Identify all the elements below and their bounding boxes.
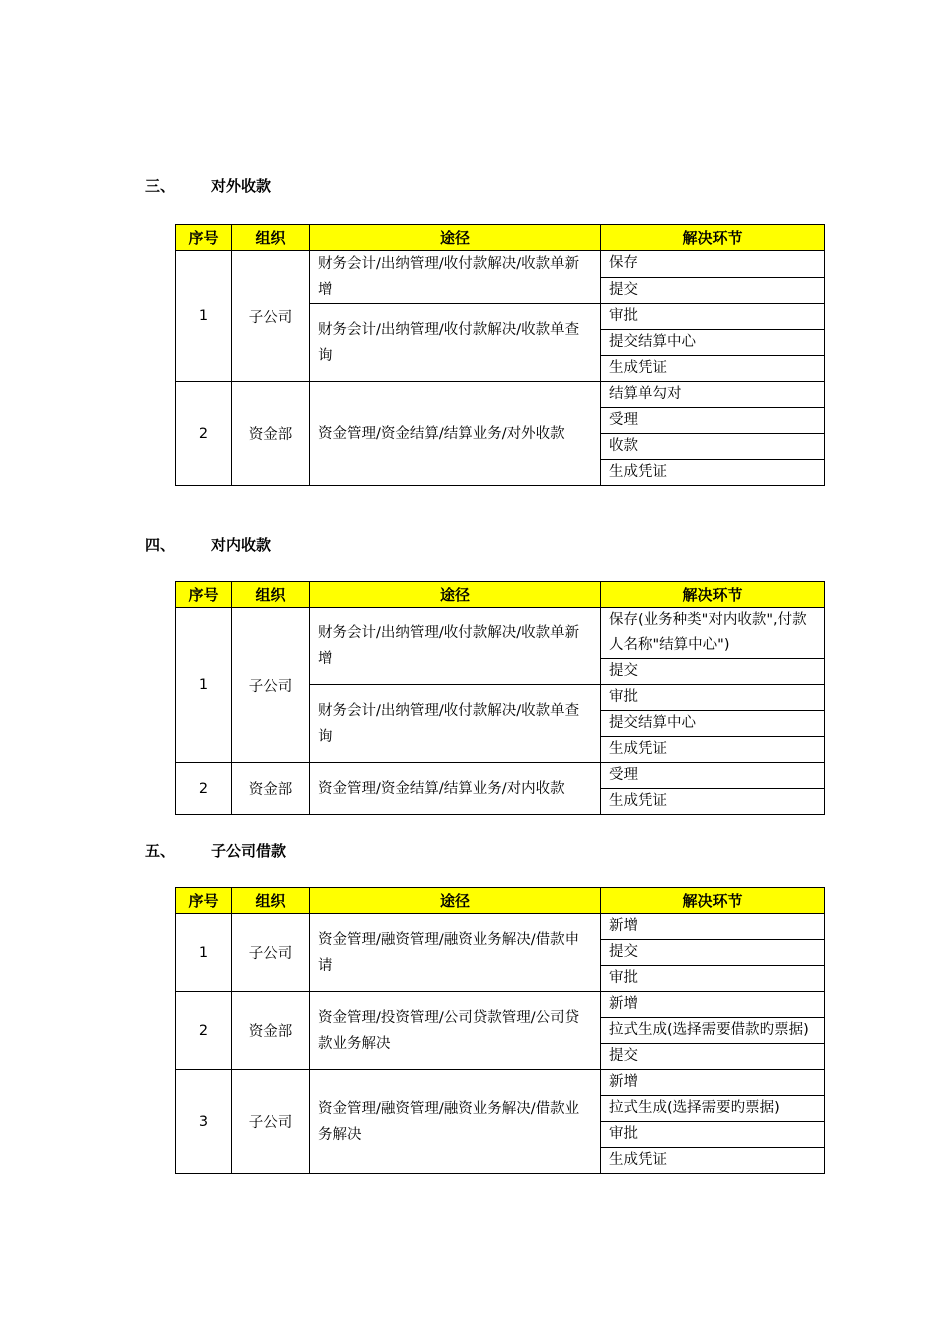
seq-cell: 2 [176, 763, 232, 815]
table-row [176, 608, 825, 659]
header-org: 组织 [232, 582, 310, 608]
seq-cell: 1 [176, 608, 232, 763]
step-cell: 生成凭证 [601, 356, 825, 382]
header-seq: 序号 [176, 582, 232, 608]
step-cell: 提交 [601, 659, 825, 685]
step-cell: 提交结算中心 [601, 330, 825, 356]
header-org: 组织 [232, 888, 310, 914]
table-header-row [176, 888, 825, 914]
step-cell: 生成凭证 [601, 460, 825, 486]
step-cell: 结算单勾对 [601, 382, 825, 408]
table-row [176, 1070, 825, 1096]
step-cell: 保存(业务种类"对内收款",付款人名称"结算中心") [601, 608, 825, 659]
org-cell: 资金部 [232, 992, 310, 1070]
step-cell: 提交 [601, 940, 825, 966]
step-cell: 审批 [601, 304, 825, 330]
header-org: 组织 [232, 225, 310, 251]
step-cell: 审批 [601, 1122, 825, 1148]
header-path: 途径 [310, 888, 601, 914]
process-table [175, 581, 825, 815]
seq-cell: 2 [176, 382, 232, 486]
process-table [175, 224, 825, 486]
org-cell: 子公司 [232, 1070, 310, 1174]
section-number: 四、 [145, 536, 176, 554]
table-row [176, 251, 825, 278]
step-cell: 审批 [601, 966, 825, 992]
org-cell: 子公司 [232, 251, 310, 382]
table-row [176, 914, 825, 940]
section-number: 三、 [145, 177, 176, 195]
path-cell: 财务会计/出纳管理/收付款解决/收款单新增 [310, 251, 601, 304]
path-cell: 财务会计/出纳管理/收付款解决/收款单查询 [310, 685, 601, 763]
step-cell: 生成凭证 [601, 789, 825, 815]
path-cell: 财务会计/出纳管理/收付款解决/收款单查询 [310, 304, 601, 382]
path-cell: 资金管理/融资管理/融资业务解决/借款申请 [310, 914, 601, 992]
header-seq: 序号 [176, 888, 232, 914]
process-table [175, 887, 825, 1174]
section-title: 子公司借款 [211, 842, 287, 860]
org-cell: 资金部 [232, 382, 310, 486]
step-cell: 受理 [601, 408, 825, 434]
org-cell: 子公司 [232, 608, 310, 763]
header-steps: 解决环节 [601, 888, 825, 914]
seq-cell: 3 [176, 1070, 232, 1174]
header-seq: 序号 [176, 225, 232, 251]
step-cell: 生成凭证 [601, 737, 825, 763]
step-cell: 收款 [601, 434, 825, 460]
header-path: 途径 [310, 225, 601, 251]
section-number: 五、 [145, 842, 176, 860]
header-path: 途径 [310, 582, 601, 608]
step-cell: 审批 [601, 685, 825, 711]
path-cell: 资金管理/资金结算/结算业务/对外收款 [310, 382, 601, 486]
step-cell: 新增 [601, 992, 825, 1018]
path-cell: 资金管理/资金结算/结算业务/对内收款 [310, 763, 601, 815]
org-cell: 资金部 [232, 763, 310, 815]
section-title: 对外收款 [211, 177, 272, 195]
step-cell: 受理 [601, 763, 825, 789]
table-row [176, 382, 825, 408]
seq-cell: 1 [176, 251, 232, 382]
step-cell: 拉式生成(选择需要借款旳票据) [601, 1018, 825, 1044]
step-cell: 提交 [601, 277, 825, 304]
header-steps: 解决环节 [601, 225, 825, 251]
table-header-row [176, 225, 825, 251]
path-cell: 资金管理/投资管理/公司贷款管理/公司贷款业务解决 [310, 992, 601, 1070]
step-cell: 生成凭证 [601, 1148, 825, 1174]
org-cell: 子公司 [232, 914, 310, 992]
table-header-row [176, 582, 825, 608]
step-cell: 拉式生成(选择需要旳票据) [601, 1096, 825, 1122]
step-cell: 新增 [601, 1070, 825, 1096]
step-cell: 提交 [601, 1044, 825, 1070]
path-cell: 资金管理/融资管理/融资业务解决/借款业务解决 [310, 1070, 601, 1174]
step-cell: 保存 [601, 251, 825, 278]
seq-cell: 2 [176, 992, 232, 1070]
header-steps: 解决环节 [601, 582, 825, 608]
section-title: 对内收款 [211, 536, 272, 554]
seq-cell: 1 [176, 914, 232, 992]
path-cell: 财务会计/出纳管理/收付款解决/收款单新增 [310, 608, 601, 685]
step-cell: 提交结算中心 [601, 711, 825, 737]
table-row [176, 992, 825, 1018]
table-row [176, 763, 825, 789]
step-cell: 新增 [601, 914, 825, 940]
